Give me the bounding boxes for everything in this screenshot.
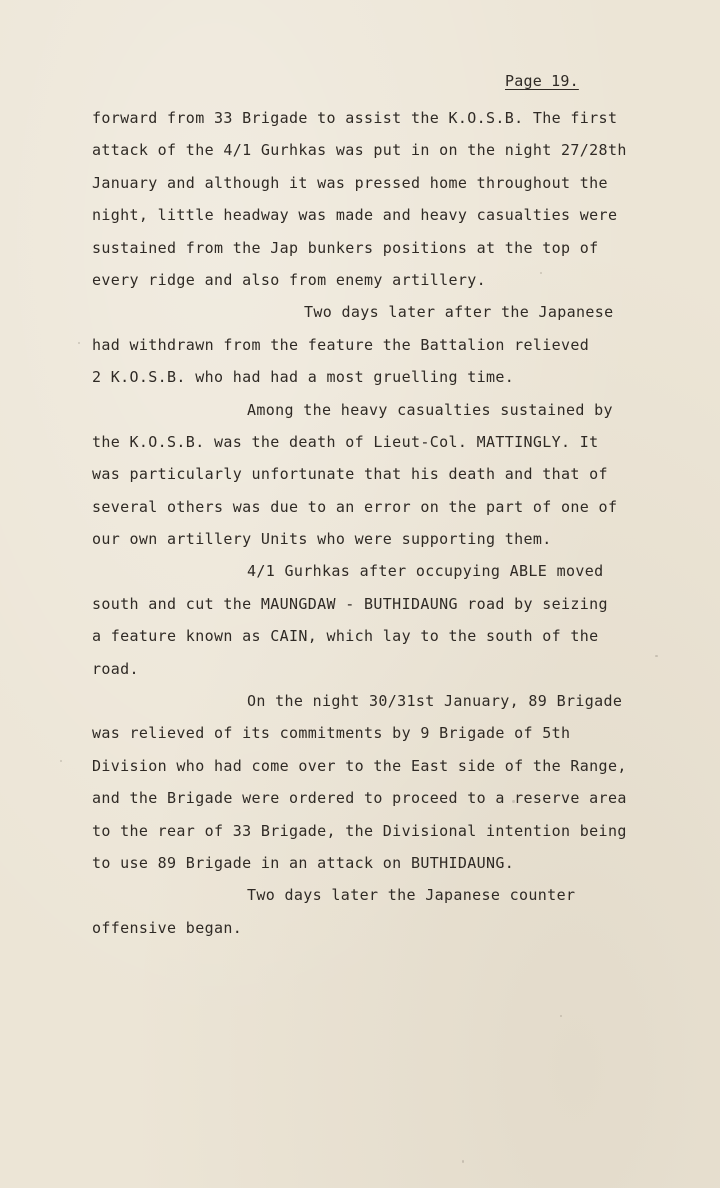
paragraph-start-line: On the night 30/31st January, 89 Brigade (247, 692, 623, 711)
body-text (92, 102, 692, 944)
paper-speck (512, 800, 515, 803)
text-line: was relieved of its commitments by 9 Brigade of 5th (92, 724, 571, 743)
paragraph-start-line: 4/1 Gurhkas after occupying ABLE moved (247, 562, 604, 581)
text-line: a feature known as CAIN, which lay to the south of the (92, 627, 599, 646)
text-line: attack of the 4/1 Gurhkas was put in on the night 27/28th (92, 141, 627, 160)
text-line: every ridge and also from enemy artillery. (92, 270, 486, 289)
paper-speck (560, 1015, 562, 1017)
text-line: had withdrawn from the feature the Battalion relieved (92, 335, 590, 354)
text-line: to the rear of 33 Brigade, the Divisional intention being (92, 821, 627, 840)
paragraph-start-line: Among the heavy casualties sustained by (247, 400, 613, 419)
paper-speck (462, 1160, 464, 1163)
paper-speck (78, 342, 80, 344)
text-line: sustained from the Jap bunkers positions at the top of (92, 238, 599, 257)
paper-speck (60, 760, 62, 762)
text-line: south and cut the MAUNGDAW - BUTHIDAUNG road by seizing (92, 594, 608, 613)
text-line: and the Brigade were ordered to proceed to a reserve area (92, 789, 627, 808)
text-line: to use 89 Brigade in an attack on BUTHIDAUNG. (92, 853, 515, 872)
paragraph-start-line: Two days later the Japanese counter (247, 886, 576, 905)
text-line: our own artillery Units who were supporting them. (92, 530, 552, 549)
text-line: January and although it was pressed home throughout the (92, 173, 608, 192)
page-number-text: Page 19. (505, 72, 579, 90)
paper-speck (540, 272, 542, 274)
text-line: 2 K.O.S.B. who had had a most gruelling time. (92, 368, 515, 387)
paragraph-start-line: Two days later after the Japanese (304, 303, 614, 322)
text-line: road. (92, 659, 139, 678)
text-line: offensive began. (92, 918, 243, 937)
text-line: Division who had come over to the East side of the Range, (92, 756, 627, 775)
text-line: was particularly unfortunate that his death and that of (92, 465, 608, 484)
paper-speck (655, 655, 658, 657)
text-line: several others was due to an error on the part of one of (92, 497, 618, 516)
text-line: night, little headway was made and heavy casualties were (92, 206, 618, 225)
page-number (505, 72, 579, 90)
text-line: forward from 33 Brigade to assist the K.O.S.B. The first (92, 109, 618, 127)
text-line: the K.O.S.B. was the death of Lieut-Col. MATTINGLY. It (92, 432, 599, 451)
